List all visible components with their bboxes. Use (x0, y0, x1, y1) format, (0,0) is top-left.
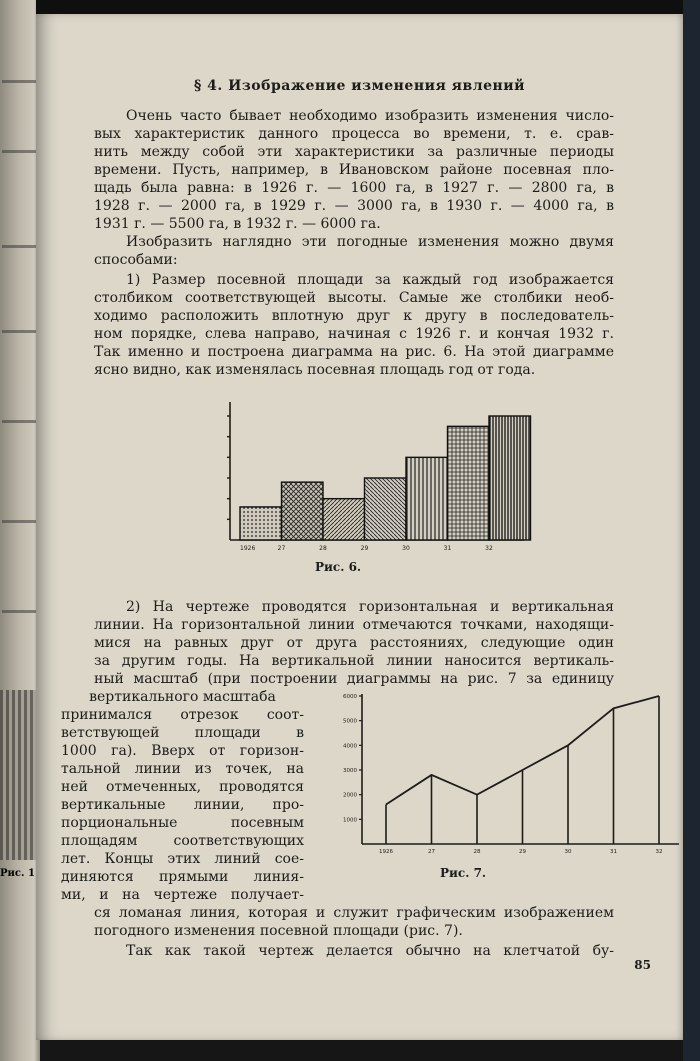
text-line: вертикального масштаба (89, 689, 276, 705)
book-cover-edge (683, 0, 700, 1061)
page-number: 85 (634, 958, 651, 972)
fig7-y-tick-label: 1000 (343, 817, 357, 824)
text-line: порциональные посевным (61, 815, 304, 831)
text-line: погодного изменения посевной площади (рис. 7). (94, 923, 463, 939)
text-line: тальной линии из точек, на (61, 761, 304, 777)
fig6-bar-1932 (489, 416, 531, 540)
fig7-x-tick-label: 31 (610, 849, 617, 855)
figure-6-bar-chart (186, 394, 506, 554)
text-line: столбиком соответствующей высоты. Самые же столбики необ- (94, 290, 614, 306)
fig7-x-tick-label: 27 (428, 849, 435, 855)
text-line: ясно видно, как изменялась посевная площадь год от года. (94, 362, 536, 378)
text-line: Очень часто бывает необходимо изобразить изменения число- (126, 108, 614, 124)
text-line: 1928 г. — 2000 га, в 1929 г. — 3000 га, в 1930 г. — 4000 га, в (94, 198, 614, 214)
book-page (36, 14, 683, 1040)
text-line: 1931 г. — 5500 га, в 1932 г. — 6000 га. (94, 216, 381, 232)
fig6-x-tick-label: 1926 (240, 545, 256, 552)
text-line: 1) Размер посевной площади за каждый год изображается (126, 272, 614, 288)
fig7-x-tick-label: 28 (473, 849, 481, 855)
fig6-x-tick-label: 28 (319, 545, 327, 552)
figure-7-caption: Рис. 7. (440, 866, 487, 880)
text-line: ный масштаб (при построении диаграммы на рис. 7 за единицу (94, 671, 614, 687)
text-line: мися на равных друг от друга расстояниях, следующие один (94, 635, 614, 651)
left-page-figure (0, 690, 36, 860)
text-line: Изобразить наглядно эти погодные изменения можно двумя (126, 234, 614, 250)
fig6-x-tick-label: 32 (485, 545, 493, 552)
fig6-bar-1930 (406, 457, 448, 540)
text-line: 1000 га). Вверх от горизон- (61, 743, 304, 759)
text-line: Так как такой чертеж делается обычно на клетчатой бу- (126, 943, 614, 959)
text-line: Так именно и построена диаграмма на рис. 6. На этой диаграмме (94, 344, 614, 360)
text-line: ней отмеченных, проводятся (61, 779, 304, 795)
fig7-x-tick-label: 30 (564, 849, 572, 855)
figure-6-caption: Рис. 6. (315, 560, 362, 574)
text-line: ветствующей площади в (61, 725, 304, 741)
text-line: линии. На горизонтальной линии отмечаются точками, находящи- (94, 617, 614, 633)
fig7-y-tick-label: 5000 (343, 718, 357, 725)
text-line: нить между собой эти характеристики за различные периоды (94, 144, 614, 160)
text-line: ми, и на чертеже получает- (61, 887, 304, 903)
text-line: вых характеристик данного процесса во времени, т. е. срав- (94, 126, 614, 142)
left-page-caption: Рис. 1 (0, 868, 35, 879)
text-line: 2) На чертеже проводятся горизонтальная и вертикальная (126, 599, 614, 615)
top-shadow (36, 0, 700, 14)
text-line: ном порядке, слева направо, начиная с 1926 г. и кончая 1932 г. (94, 326, 614, 342)
fig7-x-tick-label: 32 (655, 849, 663, 855)
figure-7-line-chart (306, 692, 663, 858)
fig7-x-tick-label: 29 (519, 849, 526, 855)
section-heading: § 4. Изображение изменения явлений (193, 78, 526, 94)
text-line: площадям соответствующих (61, 833, 304, 849)
text-line: ся ломаная линия, которая и служит графическим изображением (94, 905, 614, 921)
fig7-y-tick-label: 6000 (343, 694, 357, 700)
text-line: вертикальные линии, про- (61, 797, 304, 813)
fig7-y-tick-label: 2000 (343, 792, 357, 799)
fig6-bar-1927 (282, 482, 324, 540)
text-line: за другим годы. На вертикальной линии наносится вертикаль- (94, 653, 614, 669)
text-line: времени. Пусть, например, в Ивановском районе посевная пло- (94, 162, 614, 178)
text-line: лет. Концы этих линий сое- (61, 851, 304, 867)
fig6-x-tick-label: 30 (402, 545, 410, 552)
text-line: способами: (94, 252, 178, 268)
fig7-x-tick-label: 1926 (379, 849, 393, 855)
fig6-bar-1931 (448, 426, 490, 540)
text-line: диняются прямыми линия- (61, 869, 304, 885)
fig6-x-tick-label: 31 (443, 545, 452, 552)
text-line: щадь была равна: в 1926 г. — 1600 га, в 1927 г. — 2800 га, в (94, 180, 614, 196)
fig6-bar-1926 (240, 507, 282, 540)
text-line: принимался отрезок соот- (61, 707, 304, 723)
fig7-y-tick-label: 3000 (343, 768, 357, 774)
fig6-bar-1929 (365, 478, 407, 540)
fig7-y-tick-label: 4000 (343, 743, 357, 750)
fig6-x-tick-label: 29 (360, 545, 369, 552)
fig6-bar-1928 (323, 499, 365, 540)
fig6-x-tick-label: 27 (277, 545, 286, 552)
left-page-edge (0, 0, 40, 1061)
text-line: ходимо расположить вплотную друг к другу в последователь- (94, 308, 614, 324)
